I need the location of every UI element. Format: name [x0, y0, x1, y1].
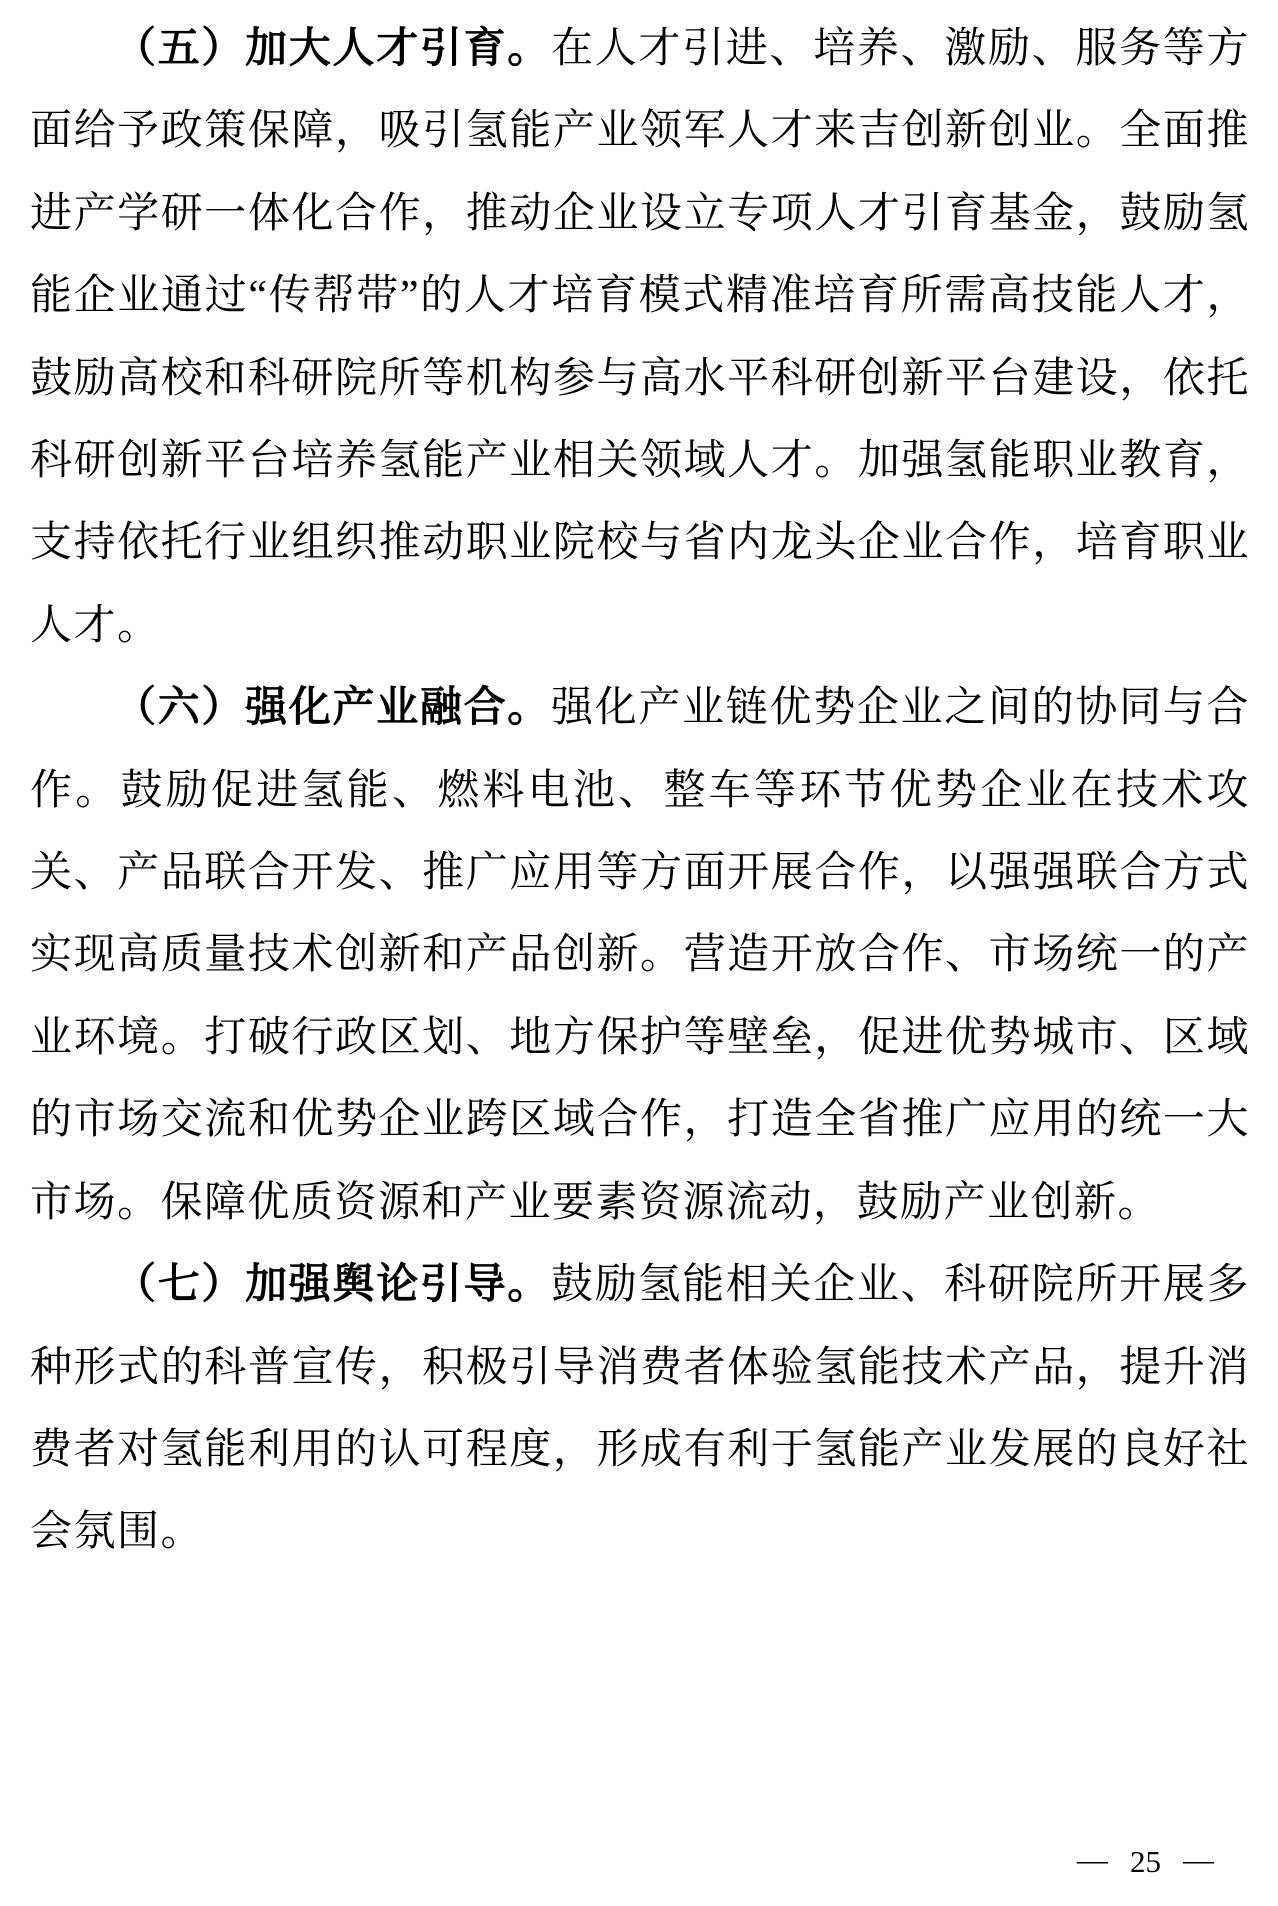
page-footer: [1077, 1844, 1214, 1880]
paragraph-section-7: [30, 1244, 1250, 1574]
section-6-heading: （六）强化产业融合。: [114, 685, 551, 732]
document-text-block: [30, 8, 1250, 1574]
footer-right-dash: —: [1183, 1842, 1214, 1877]
section-5-body: 在人才引进、培养、激励、服务等方面给予政策保障，吸引氢能产业领军人才来吉创新创业。全面推进产学研一体化合作，推动企业设立专项人才引育基金，鼓励氢能企业通过“传帮带”的人才培育模式精准培育所需高技能人才，鼓励高校和科研院所等机构参与高水平科研创新平台建设，依托科研创新平台培养氢能产业相关领域人才。加强氢能职业教育，支持依托行业组织推动职业院校与省内龙头企业合作，培育职业人才。: [30, 26, 1250, 649]
section-6-body: 强化产业链优势企业之间的协同与合作。鼓励促进氢能、燃料电池、整车等环节优势企业在技术攻关、产品联合开发、推广应用等方面开展合作，以强强联合方式实现高质量技术创新和产品创新。营造开放合作、市场统一的产业环境。打破行政区划、地方保护等壁垒，促进优势城市、区域的市场交流和优势企业跨区域合作，打造全省推广应用的统一大市场。保障优质资源和产业要素资源流动，鼓励产业创新。: [30, 685, 1250, 1226]
section-7-heading: （七）加强舆论引导。: [114, 1262, 551, 1309]
paragraph-section-5: [30, 8, 1250, 667]
paragraph-section-6: [30, 667, 1250, 1244]
section-7-body: 鼓励氢能相关企业、科研院所开展多种形式的科普宣传，积极引导消费者体验氢能技术产品，提升消费者对氢能利用的认可程度，形成有利于氢能产业发展的良好社会氛围。: [30, 1262, 1250, 1556]
page-number: 25: [1130, 1844, 1161, 1879]
section-5-heading: （五）加大人才引育。: [114, 26, 551, 72]
footer-left-dash: —: [1077, 1842, 1108, 1877]
